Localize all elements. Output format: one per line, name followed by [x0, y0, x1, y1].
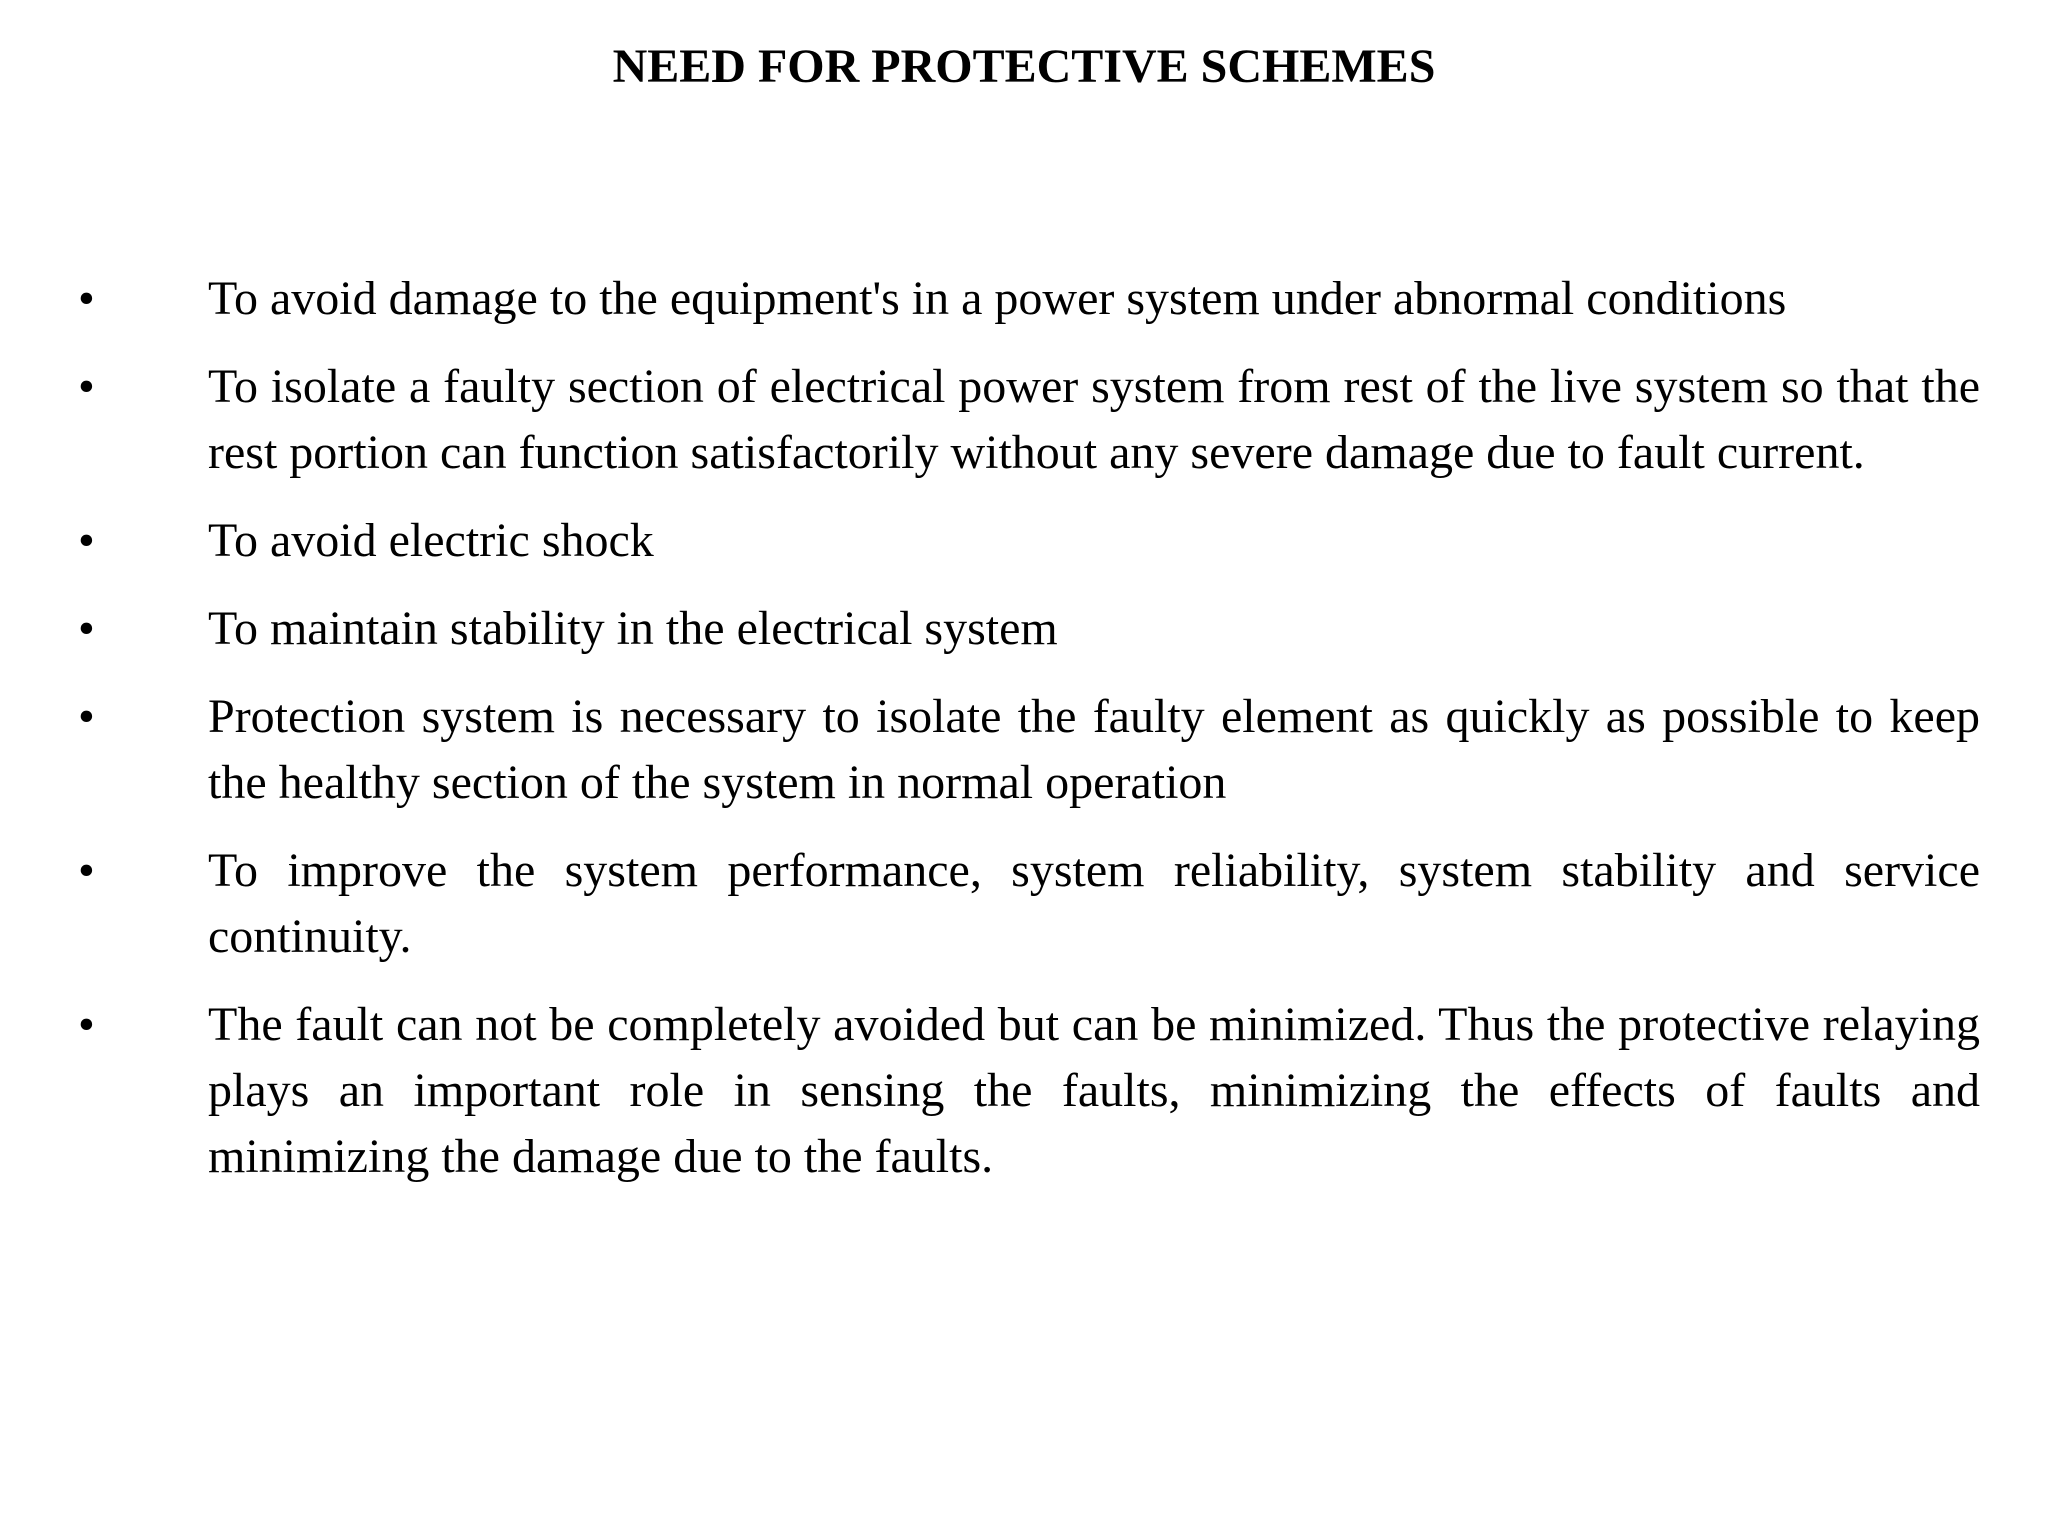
bullet-icon: •: [78, 998, 95, 1051]
slide-title: NEED FOR PROTECTIVE SCHEMES: [612, 40, 1436, 93]
bullet-text: To maintain stability in the electrical system: [208, 602, 1058, 655]
bullet-item: [0, 838, 2048, 970]
bullet-item: [0, 508, 2048, 574]
bullet-list: [0, 266, 2048, 1212]
bullet-item: [0, 684, 2048, 816]
bullet-icon: •: [78, 844, 95, 897]
bullet-item: [0, 992, 2048, 1190]
bullet-icon: •: [78, 514, 95, 567]
bullet-item: [0, 596, 2048, 662]
bullet-icon: •: [78, 690, 95, 743]
bullet-text: The fault can not be completely avoided but can be minimized. Thus the protective relaying plays an important role in sensing the faults, minimizing the effects of faults and minimizing the damage due to the faults.: [208, 998, 1980, 1183]
bullet-text: To avoid damage to the equipment's in a power system under abnormal conditions: [208, 272, 1787, 325]
bullet-text: To avoid electric shock: [208, 514, 654, 567]
bullet-text: To improve the system performance, system reliability, system stability and service continuity.: [208, 844, 1980, 963]
bullet-text: Protection system is necessary to isolate the faulty element as quickly as possible to keep the healthy section of the system in normal operation: [208, 690, 1980, 809]
bullet-text: To isolate a faulty section of electrical power system from rest of the live system so that the rest portion can function satisfactorily without any severe damage due to fault current.: [208, 360, 1980, 479]
bullet-icon: •: [78, 272, 95, 325]
bullet-item: [0, 266, 2048, 332]
bullet-icon: •: [78, 360, 95, 413]
bullet-item: [0, 354, 2048, 486]
bullet-icon: •: [78, 602, 95, 655]
